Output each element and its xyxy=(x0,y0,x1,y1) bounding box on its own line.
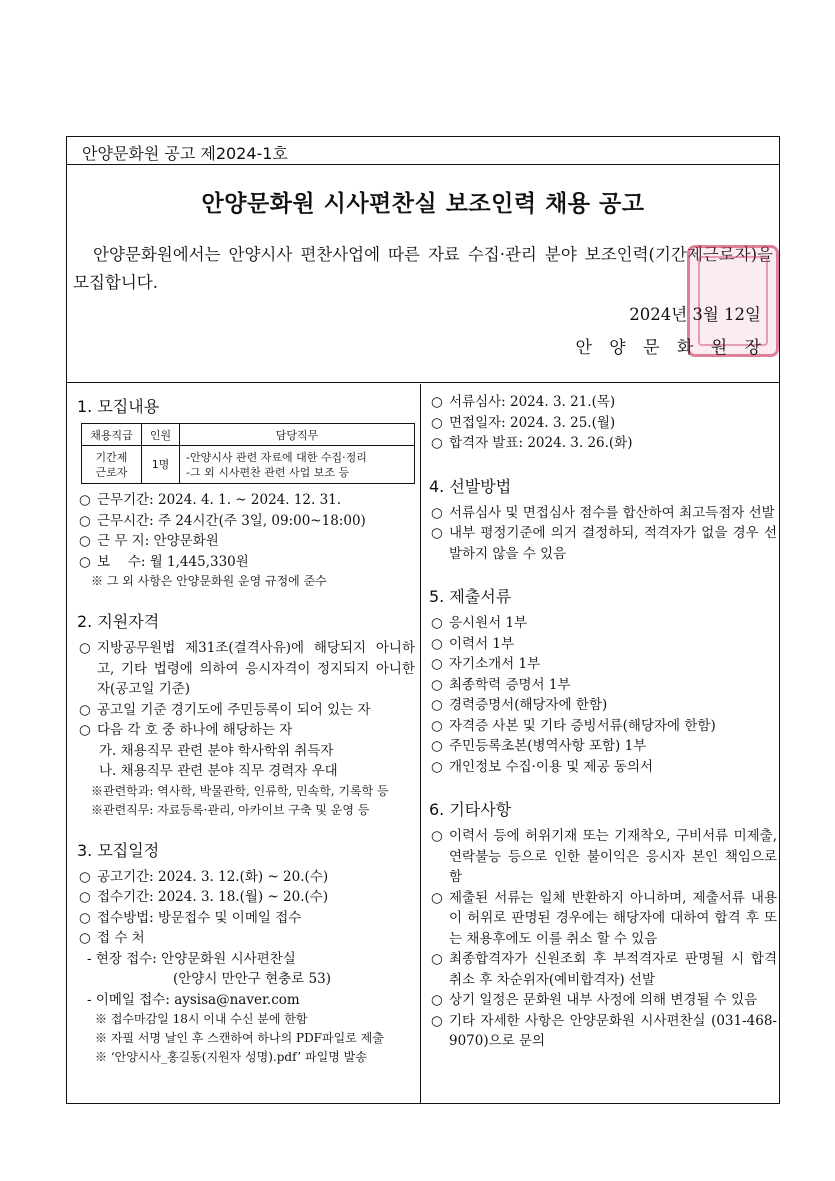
list-item: ○ 제출된 서류는 일체 반환하지 아니하며, 제출서류 내용이 허위로 판명된 경우에는 해당자에 대하여 합격 후 또는 채용후에도 이를 취소 할 수 있음 xyxy=(431,889,777,947)
list-item: ○ 서류심사 및 면접심사 점수를 합산하여 최고득점자 선발 xyxy=(431,504,775,521)
left-column xyxy=(77,384,415,1067)
right-column xyxy=(429,384,777,1052)
list-item: ○ 접수방법: 방문접수 및 이메일 접수 xyxy=(79,909,302,926)
list-item: ○ 최종학력 증명서 1부 xyxy=(431,676,571,693)
table-header: 인원 xyxy=(142,424,180,446)
list-item: ○ 내부 평정기준에 의거 결정하되, 적격자가 없을 경우 선발하지 않을 수 있음 xyxy=(431,525,777,562)
list-item: ○ 서류심사: 2024. 3. 21.(목) xyxy=(431,394,616,410)
notice-number: 안양문화원 공고 제2024-1호 xyxy=(82,144,288,163)
recruit-table xyxy=(81,423,415,484)
list-item: ○ 최종합격자가 신원조회 후 부적격자로 판명될 시 합격 취소 후 차순위자(예비합격자) 선발 xyxy=(431,951,777,988)
table-header: 채용직급 xyxy=(82,424,142,446)
list-item: ○ 면접일자: 2024. 3. 25.(월) xyxy=(431,414,616,431)
list-item: ○ 개인정보 수집·이용 및 제공 동의서 xyxy=(431,758,654,775)
list-item: ○ 공고기간: 2024. 3. 12.(화) ~ 20.(수) xyxy=(79,868,329,885)
section-heading-documents: 5. 제출서류 xyxy=(429,587,512,606)
email-reception: - 이메일 접수: aysisa@naver.com xyxy=(87,991,300,1008)
notice-date: 2024년 3월 12일 xyxy=(629,305,761,324)
list-item: ○ 기타 자세한 사항은 안양문화원 시사편찬실 (031-468-9070)으로 문의 xyxy=(431,1012,777,1049)
note: ※ 자필 서명 날인 후 스캔하여 하나의 PDF파일로 제출 xyxy=(95,1031,384,1045)
list-item: ○ 자격증 사본 및 기타 증빙서류(해당자에 한함) xyxy=(431,717,716,734)
list-item: ○ 합격자 발표: 2024. 3. 26.(화) xyxy=(431,435,633,451)
table-cell-rank: 기간제 근로자 xyxy=(82,446,142,484)
list-item: ○ 이력서 1부 xyxy=(431,635,515,652)
list-item: ○ 접수기간: 2024. 3. 18.(월) ~ 20.(수) xyxy=(79,889,329,905)
notice-document xyxy=(66,136,780,1104)
sub-item: 나. 채용직무 관련 분야 직무 경력자 우대 xyxy=(99,763,338,779)
notice-header xyxy=(67,137,779,383)
list-item: ○ 다음 각 호 중 하나에 해당하는 자 xyxy=(79,722,293,738)
section-heading-recruit: 1. 모집내용 xyxy=(77,397,160,416)
list-item: ○ 자기소개서 1부 xyxy=(431,656,541,672)
section-heading-others: 6. 기타사항 xyxy=(429,800,512,819)
header-divider xyxy=(67,164,779,165)
table-cell-duty: -안양시사 관련 자료에 대한 수집·정리 -그 외 시사편찬 관련 사업 보조 등 xyxy=(180,446,415,484)
notice-title: 안양문화원 시사편찬실 보조인력 채용 공고 xyxy=(201,191,645,217)
table-header: 담당직무 xyxy=(180,424,415,446)
list-item: ○ 응시원서 1부 xyxy=(431,615,528,631)
note: ※관련직무: 자료등록·관리, 아카이브 구축 및 운영 등 xyxy=(91,802,370,817)
note: ※관련학과: 역사학, 박물관학, 인류학, 민속학, 기록학 등 xyxy=(91,783,389,798)
section-heading-schedule: 3. 모집일정 xyxy=(77,840,160,860)
list-item: ○ 경력증명서(해당자에 한함) xyxy=(431,697,608,713)
list-item: ○ 근무시간: 주 24시간(주 3일, 09:00~18:00) xyxy=(79,512,366,529)
list-item: ○ 근무기간: 2024. 4. 1. ~ 2024. 12. 31. xyxy=(79,492,342,508)
list-item: ○ 이력서 등에 허위기재 또는 기재착오, 구비서류 미제출, 연락불능 등으로 인한 불이익은 응시자 본인 책임으로 함 xyxy=(431,828,777,885)
table-row xyxy=(82,446,415,484)
list-item: ○ 지방공무원법 제31조(결격사유)에 해당되지 아니하고, 기타 법령에 의하여 응시자격이 정지되지 아니한 자(공고일 기준) xyxy=(79,640,415,697)
section-heading-selection: 4. 선발방법 xyxy=(429,476,512,496)
list-item: ○ 주민등록초본(병역사항 포함) 1부 xyxy=(431,738,647,754)
list-item: ○ 접 수 처 xyxy=(79,930,145,946)
list-item: ○ 상기 일정은 문화원 내부 사정에 의해 변경될 수 있음 xyxy=(431,992,758,1008)
visit-reception: - 현장 접수: 안양문화원 시사편찬실 xyxy=(87,950,296,967)
column-divider xyxy=(420,384,421,1103)
sub-item: 가. 채용직무 관련 분야 학사학위 취득자 xyxy=(99,742,334,759)
section-heading-qualification: 2. 지원자격 xyxy=(77,612,160,631)
note: ※ 그 외 사항은 안양문화원 운영 규정에 준수 xyxy=(91,574,327,588)
reception-address: (안양시 만안구 현충로 53) xyxy=(173,971,331,987)
list-item: ○ 공고일 기준 경기도에 주민등록이 되어 있는 자 xyxy=(79,701,371,718)
issuer-signature: 안 양 문 화 원 장 xyxy=(575,338,767,358)
list-item: ○ 보 수: 월 1,445,330원 xyxy=(79,553,249,570)
list-item: ○ 근 무 지: 안양문화원 xyxy=(79,533,219,549)
note: ※ 접수마감일 18시 이내 수신 분에 한함 xyxy=(95,1012,308,1026)
notice-body xyxy=(67,384,779,1103)
notice-intro: 안양문화원에서는 안양시사 편찬사업에 따른 자료 수집·관리 분야 보조인력(기간제근로자)을 모집합니다. xyxy=(73,245,773,292)
table-cell-count: 1명 xyxy=(142,446,180,484)
note: ※ ‘안양시사_홍길동(지원자 성명).pdf’ 파일명 발송 xyxy=(95,1050,367,1064)
